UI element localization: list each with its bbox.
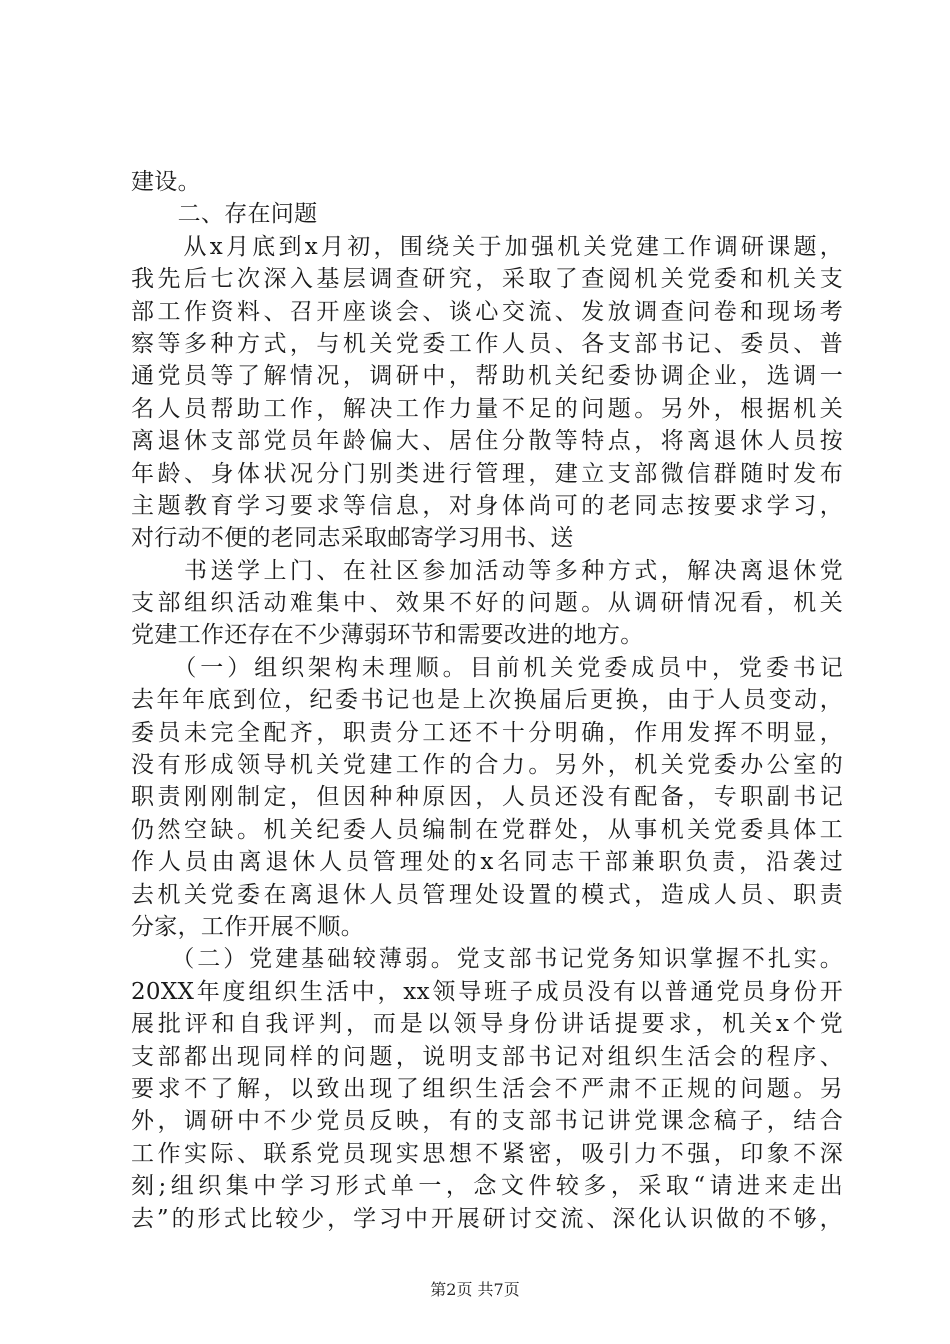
text-line: 年龄、身体状况分门别类进行管理，建立支部微信群随时发布	[131, 460, 843, 487]
text-line: 主题教育学习要求等信息，对身体尚可的老同志按要求学习，	[131, 492, 843, 519]
text-line: 委员未完全配齐，职责分工还不十分明确，作用发挥不明显，	[131, 719, 843, 746]
text-line: 支部都出现同样的问题，说明支部书记对组织生活会的程序、	[131, 1043, 843, 1070]
text-line: 部工作资料、召开座谈会、谈心交流、发放调查问卷和现场考	[131, 298, 843, 325]
text-line: 工作实际、联系党员现实思想不紧密，吸引力不强，印象不深	[131, 1140, 843, 1167]
text-line: 作人员由离退休人员管理处的x名同志干部兼职负责，沿袭过	[131, 849, 843, 876]
text-line: 名人员帮助工作，解决工作力量不足的问题。另外，根据机关	[131, 395, 843, 422]
page-footer	[0, 1280, 950, 1300]
page-number: 第2页 共7页	[430, 1280, 520, 1299]
text-line: 建设。	[131, 169, 201, 195]
text-line: 通党员等了解情况，调研中，帮助机关纪委协调企业，选调一	[131, 363, 843, 390]
text-line: 书送学上门、在社区参加活动等多种方式，解决离退休党	[131, 557, 843, 584]
text-line: 离退休支部党员年龄偏大、居住分散等特点，将离退休人员按	[131, 428, 843, 455]
text-line: 展批评和自我评判，而是以领导身份讲话提要求，机关x个党	[131, 1011, 843, 1038]
text-line: 刻;组织集中学习形式单一，念文件较多，采取“请进来走出	[131, 1173, 843, 1200]
text-line: 分家，工作开展不顺。	[131, 913, 364, 940]
text-line: 察等多种方式，与机关党委工作人员、各支部书记、委员、普	[131, 330, 843, 357]
text-line: 职责刚刚制定，但因种种原因，人员还没有配备，专职副书记	[131, 784, 843, 811]
text-line: 外，调研中不少党员反映，有的支部书记讲党课念稿子，结合	[131, 1108, 843, 1135]
text-line: 对行动不便的老同志采取邮寄学习用书、送	[131, 525, 574, 552]
text-line: 仍然空缺。机关纪委人员编制在党群处，从事机关党委具体工	[131, 816, 843, 843]
text-line: 要求不了解，以致出现了组织生活会不严肃不正规的问题。另	[131, 1075, 843, 1102]
document-body	[131, 166, 843, 1235]
text-line: 20XX年度组织生活中，xx领导班子成员没有以普通党员身份开	[131, 978, 843, 1005]
section-heading: 二、存在问题	[131, 201, 318, 228]
text-line: 党建工作还存在不少薄弱环节和需要改进的地方。	[131, 622, 644, 649]
text-line: （二）党建基础较薄弱。党支部书记党务知识掌握不扎实。	[131, 946, 843, 973]
text-line: 没有形成领导机关党建工作的合力。另外，机关党委办公室的	[131, 752, 843, 779]
text-line: 我先后七次深入基层调查研究，采取了查阅机关党委和机关支	[131, 266, 843, 293]
text-line: （一）组织架构未理顺。目前机关党委成员中，党委书记	[131, 654, 843, 681]
text-line: 从x月底到x月初，围绕关于加强机关党建工作调研课题，	[131, 233, 843, 260]
text-line: 去”的形式比较少，学习中开展研讨交流、深化认识做的不够，	[131, 1205, 843, 1232]
text-line: 去年年底到位，纪委书记也是上次换届后更换，由于人员变动，	[131, 687, 843, 714]
text-line: 去机关党委在离退休人员管理处设置的模式，造成人员、职责	[131, 881, 843, 908]
text-line: 支部组织活动难集中、效果不好的问题。从调研情况看，机关	[131, 590, 843, 617]
